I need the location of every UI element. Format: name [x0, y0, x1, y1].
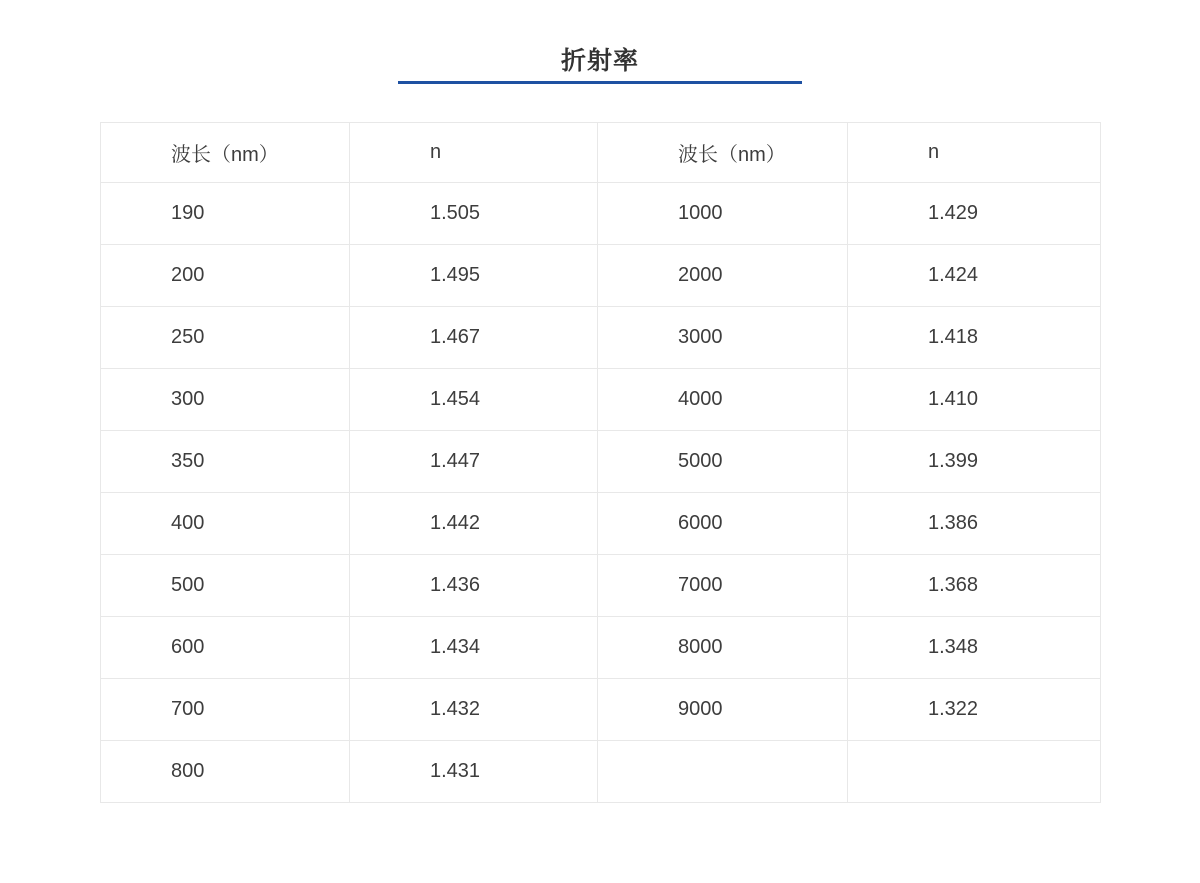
- table-cell: 8000: [598, 617, 848, 679]
- table-cell: 1.386: [848, 493, 1101, 555]
- table-cell: 6000: [598, 493, 848, 555]
- table-cell: 3000: [598, 307, 848, 369]
- table-cell: 7000: [598, 555, 848, 617]
- table-cell: 1.424: [848, 245, 1101, 307]
- table-row: [101, 555, 1101, 617]
- table-cell: [848, 741, 1101, 803]
- refractive-index-table: [100, 122, 1101, 803]
- header-wavelength-right: 波长（nm）: [598, 123, 848, 183]
- table-cell: 250: [101, 307, 350, 369]
- header-n-left: n: [350, 123, 598, 183]
- table-cell: 300: [101, 369, 350, 431]
- table-cell: 190: [101, 183, 350, 245]
- table-cell: 1.467: [350, 307, 598, 369]
- table-cell: 1.429: [848, 183, 1101, 245]
- table-cell: 350: [101, 431, 350, 493]
- table-row: [101, 369, 1101, 431]
- table-header-row: [101, 123, 1101, 183]
- table-cell: 1.418: [848, 307, 1101, 369]
- table-cell: 1.442: [350, 493, 598, 555]
- table-cell: 500: [101, 555, 350, 617]
- table-row: [101, 183, 1101, 245]
- table-cell: 1.348: [848, 617, 1101, 679]
- table-row: [101, 493, 1101, 555]
- table-cell: 9000: [598, 679, 848, 741]
- table-cell: 2000: [598, 245, 848, 307]
- table-cell: 700: [101, 679, 350, 741]
- table-row: [101, 431, 1101, 493]
- table-cell: 1.431: [350, 741, 598, 803]
- table-cell: 600: [101, 617, 350, 679]
- table-cell: [598, 741, 848, 803]
- table-cell: 1.505: [350, 183, 598, 245]
- table-row: [101, 245, 1101, 307]
- table-cell: 200: [101, 245, 350, 307]
- table-row: [101, 617, 1101, 679]
- table-cell: 1.436: [350, 555, 598, 617]
- header-n-right: n: [848, 123, 1101, 183]
- table-row: [101, 307, 1101, 369]
- table-row: [101, 679, 1101, 741]
- table-cell: 400: [101, 493, 350, 555]
- refractive-index-table-container: [100, 122, 1100, 803]
- table-cell: 1.432: [350, 679, 598, 741]
- title-underline-accent: [398, 81, 802, 84]
- table-cell: 1.495: [350, 245, 598, 307]
- table-cell: 1.454: [350, 369, 598, 431]
- table-cell: 1.447: [350, 431, 598, 493]
- table-cell: 5000: [598, 431, 848, 493]
- table-cell: 1.410: [848, 369, 1101, 431]
- table-cell: 1000: [598, 183, 848, 245]
- table-cell: 1.399: [848, 431, 1101, 493]
- table-cell: 800: [101, 741, 350, 803]
- table-row: [101, 741, 1101, 803]
- header-wavelength-left: 波长（nm）: [101, 123, 350, 183]
- table-cell: 1.322: [848, 679, 1101, 741]
- table-cell: 4000: [598, 369, 848, 431]
- page-title: 折射率: [560, 47, 639, 75]
- table-cell: 1.434: [350, 617, 598, 679]
- table-cell: 1.368: [848, 555, 1101, 617]
